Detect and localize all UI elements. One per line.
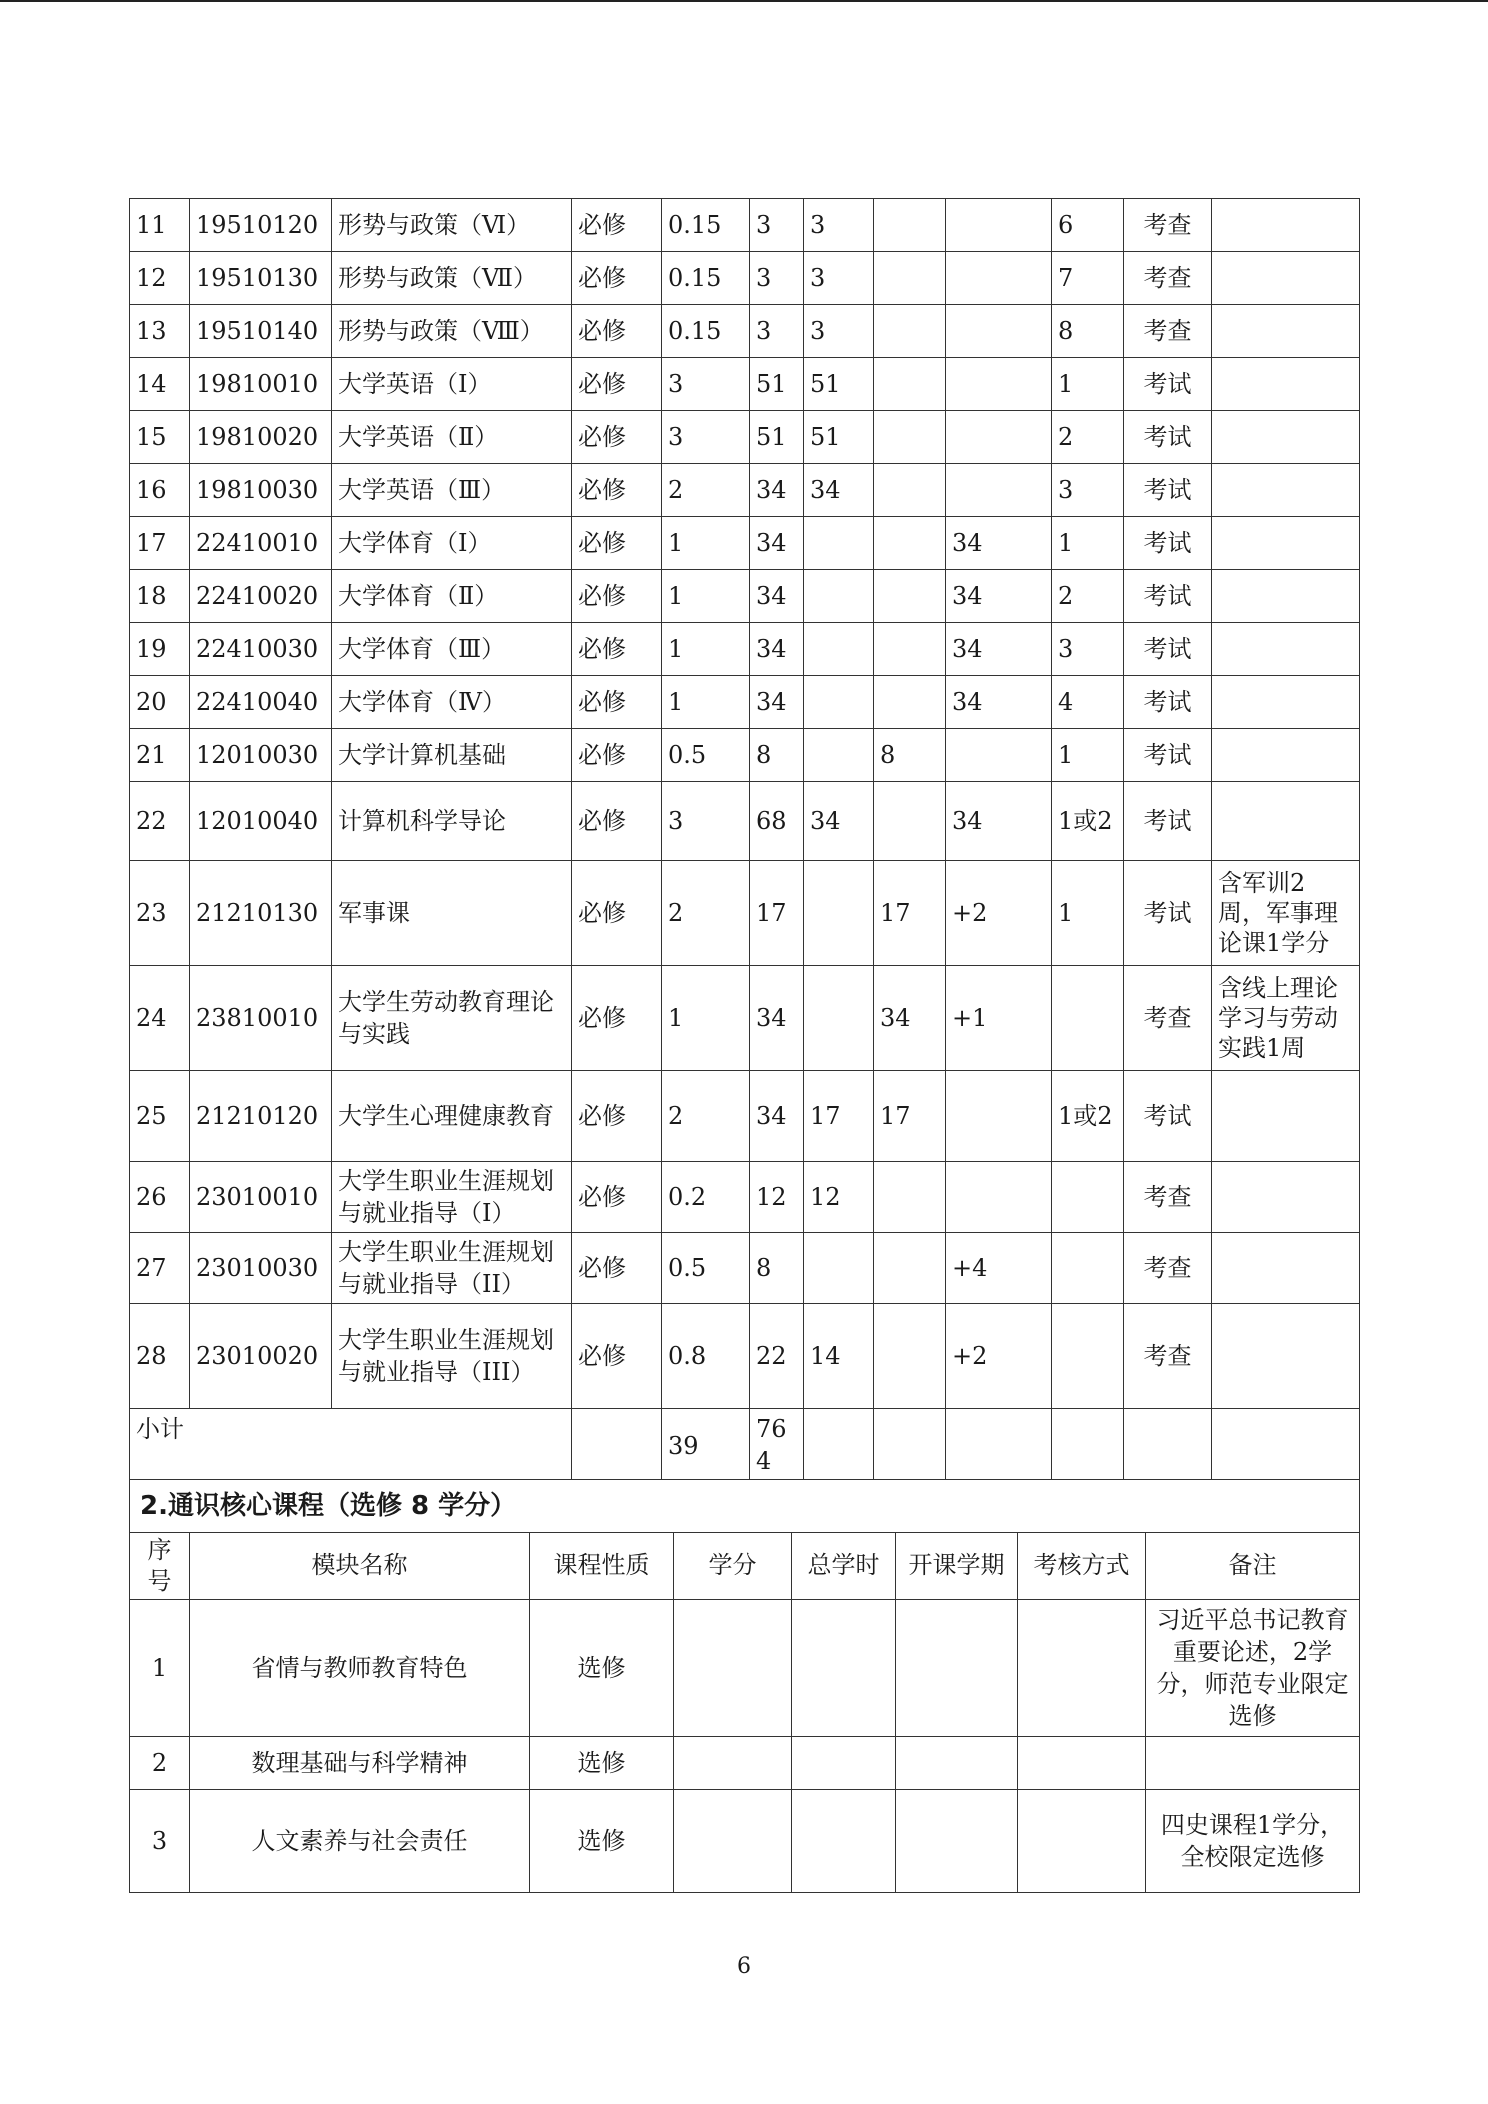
- cell-name: 大学生心理健康教育: [332, 1071, 572, 1162]
- cell-assess: 考试: [1124, 517, 1212, 570]
- cell-assess: 考查: [1124, 252, 1212, 305]
- module-row: [130, 1789, 1360, 1892]
- cell-lab: [874, 1233, 946, 1304]
- cell-practice: [946, 729, 1052, 782]
- cell-total: 34: [750, 517, 804, 570]
- cell-term: [1052, 1233, 1124, 1304]
- cell-total: [792, 1736, 896, 1789]
- cell-practice: [946, 199, 1052, 252]
- cell-lab: [874, 517, 946, 570]
- table-row: [130, 358, 1360, 411]
- cell-assess: [1018, 1789, 1146, 1892]
- module-row: [130, 1736, 1360, 1789]
- cell-assess: [1018, 1736, 1146, 1789]
- table-row: [130, 252, 1360, 305]
- cell-total: 3: [750, 305, 804, 358]
- cell-term: 1: [1052, 861, 1124, 966]
- table-row: [130, 570, 1360, 623]
- cell-name: 形势与政策（Ⅷ）: [332, 305, 572, 358]
- cell-no: 24: [130, 966, 190, 1071]
- cell-term: 1: [1052, 358, 1124, 411]
- cell-code: 19510130: [190, 252, 332, 305]
- cell-term: 3: [1052, 623, 1124, 676]
- header-note: 备注: [1146, 1532, 1360, 1599]
- top-border-line: [0, 0, 1488, 2]
- cell-note: 习近平总书记教育重要论述，2学分，师范专业限定选修: [1146, 1599, 1360, 1736]
- cell-total: 3: [750, 199, 804, 252]
- cell-lecture: [804, 623, 874, 676]
- cell-practice: 34: [946, 623, 1052, 676]
- cell-type: 选修: [530, 1736, 674, 1789]
- cell-assess: 考试: [1124, 1071, 1212, 1162]
- cell-type: 必修: [572, 358, 662, 411]
- cell-lab: 8: [874, 729, 946, 782]
- cell-lab: [874, 199, 946, 252]
- header-module: 模块名称: [190, 1532, 530, 1599]
- subtotal-credit: 39: [662, 1409, 750, 1480]
- cell-lecture: [804, 676, 874, 729]
- cell-name: 大学体育（Ⅲ）: [332, 623, 572, 676]
- cell-lecture: 12: [804, 1162, 874, 1233]
- cell-practice: [946, 411, 1052, 464]
- table-row: [130, 1071, 1360, 1162]
- cell-credit: 3: [662, 358, 750, 411]
- cell-no: 2: [130, 1736, 190, 1789]
- cell-no: 17: [130, 517, 190, 570]
- cell-code: 22410040: [190, 676, 332, 729]
- cell-type: 必修: [572, 464, 662, 517]
- cell-term: 1: [1052, 517, 1124, 570]
- cell-total: 34: [750, 676, 804, 729]
- table-row: [130, 623, 1360, 676]
- cell-term: [1052, 966, 1124, 1071]
- cell-credit: 0.15: [662, 199, 750, 252]
- table-row: [130, 1233, 1360, 1304]
- cell-total: 34: [750, 570, 804, 623]
- cell-lecture: 3: [804, 199, 874, 252]
- cell-type: 必修: [572, 623, 662, 676]
- cell-assess: 考查: [1124, 966, 1212, 1071]
- cell-lecture: 3: [804, 252, 874, 305]
- cell-code: 23810010: [190, 966, 332, 1071]
- cell-lab: [874, 570, 946, 623]
- cell-note: [1212, 1071, 1360, 1162]
- cell-no: 12: [130, 252, 190, 305]
- cell-term: [1052, 1304, 1124, 1409]
- cell-name: 大学英语（Ⅰ）: [332, 358, 572, 411]
- cell-credit: 0.15: [662, 252, 750, 305]
- cell-term: 1: [1052, 729, 1124, 782]
- cell-practice: 34: [946, 570, 1052, 623]
- cell-total: 22: [750, 1304, 804, 1409]
- table-row: [130, 1304, 1360, 1409]
- cell-no: 13: [130, 305, 190, 358]
- header-row: [130, 1532, 1360, 1599]
- subtotal-empty: [804, 1409, 874, 1480]
- table-row: [130, 199, 1360, 252]
- cell-lecture: [804, 861, 874, 966]
- curriculum-sheet: [129, 198, 1359, 1893]
- cell-type: 选修: [530, 1789, 674, 1892]
- cell-credit: [674, 1736, 792, 1789]
- cell-note: [1212, 1233, 1360, 1304]
- cell-code: 19810020: [190, 411, 332, 464]
- cell-no: 1: [130, 1599, 190, 1736]
- cell-note: [1212, 676, 1360, 729]
- cell-assess: 考试: [1124, 729, 1212, 782]
- cell-type: 必修: [572, 966, 662, 1071]
- cell-credit: 0.8: [662, 1304, 750, 1409]
- cell-code: 19510120: [190, 199, 332, 252]
- section-title: 2.通识核心课程（选修 8 学分）: [130, 1479, 1360, 1532]
- cell-name: 大学计算机基础: [332, 729, 572, 782]
- cell-name: 形势与政策（Ⅶ）: [332, 252, 572, 305]
- general-core-table: [129, 1479, 1360, 1893]
- cell-module: 省情与教师教育特色: [190, 1599, 530, 1736]
- cell-note: [1212, 1162, 1360, 1233]
- cell-name: 大学英语（Ⅲ）: [332, 464, 572, 517]
- cell-term: 8: [1052, 305, 1124, 358]
- cell-credit: 0.2: [662, 1162, 750, 1233]
- cell-code: 19810010: [190, 358, 332, 411]
- cell-lecture: 51: [804, 358, 874, 411]
- cell-module: 数理基础与科学精神: [190, 1736, 530, 1789]
- subtotal-empty: [946, 1409, 1052, 1480]
- cell-type: 必修: [572, 1233, 662, 1304]
- cell-no: 11: [130, 199, 190, 252]
- cell-name: 军事课: [332, 861, 572, 966]
- cell-name: 大学英语（Ⅱ）: [332, 411, 572, 464]
- subtotal-empty: [1124, 1409, 1212, 1480]
- cell-practice: +1: [946, 966, 1052, 1071]
- cell-code: 19810030: [190, 464, 332, 517]
- cell-type: 必修: [572, 570, 662, 623]
- course-rows: [130, 199, 1360, 1480]
- cell-lecture: 34: [804, 464, 874, 517]
- page-number: 6: [737, 1954, 751, 1979]
- cell-total: 34: [750, 623, 804, 676]
- cell-type: 选修: [530, 1599, 674, 1736]
- cell-code: 23010030: [190, 1233, 332, 1304]
- cell-lecture: 17: [804, 1071, 874, 1162]
- cell-name: 大学体育（Ⅳ）: [332, 676, 572, 729]
- cell-name: 大学生职业生涯规划与就业指导（III）: [332, 1304, 572, 1409]
- cell-lab: [874, 676, 946, 729]
- cell-no: 22: [130, 782, 190, 861]
- table-row: [130, 966, 1360, 1071]
- cell-lab: 34: [874, 966, 946, 1071]
- module-row: [130, 1599, 1360, 1736]
- cell-lab: [874, 782, 946, 861]
- cell-term: 2: [1052, 411, 1124, 464]
- cell-assess: 考试: [1124, 464, 1212, 517]
- cell-type: 必修: [572, 1162, 662, 1233]
- cell-credit: 0.15: [662, 305, 750, 358]
- cell-lab: [874, 464, 946, 517]
- header-credit: 学分: [674, 1532, 792, 1599]
- cell-term: [896, 1599, 1018, 1736]
- cell-credit: 0.5: [662, 1233, 750, 1304]
- cell-lab: [874, 411, 946, 464]
- cell-credit: 2: [662, 861, 750, 966]
- cell-lecture: 34: [804, 782, 874, 861]
- cell-lecture: [804, 729, 874, 782]
- cell-total: 51: [750, 411, 804, 464]
- cell-lab: [874, 623, 946, 676]
- cell-practice: [946, 252, 1052, 305]
- cell-lab: [874, 305, 946, 358]
- cell-credit: 1: [662, 676, 750, 729]
- cell-code: 22410020: [190, 570, 332, 623]
- cell-practice: +4: [946, 1233, 1052, 1304]
- cell-term: 6: [1052, 199, 1124, 252]
- cell-note: [1212, 411, 1360, 464]
- cell-lecture: [804, 1233, 874, 1304]
- cell-total: 12: [750, 1162, 804, 1233]
- cell-assess: 考试: [1124, 861, 1212, 966]
- cell-assess: 考试: [1124, 676, 1212, 729]
- cell-name: 计算机科学导论: [332, 782, 572, 861]
- subtotal-label: 小计: [130, 1409, 572, 1480]
- cell-code: 23010010: [190, 1162, 332, 1233]
- cell-note: 含军训2周，军事理论课1学分: [1212, 861, 1360, 966]
- cell-lab: [874, 358, 946, 411]
- header-no: 序号: [130, 1532, 190, 1599]
- cell-note: [1212, 1304, 1360, 1409]
- header-assess: 考核方式: [1018, 1532, 1146, 1599]
- cell-assess: 考查: [1124, 1304, 1212, 1409]
- cell-total: 8: [750, 1233, 804, 1304]
- course-table: [129, 198, 1360, 1480]
- cell-name: 形势与政策（Ⅵ）: [332, 199, 572, 252]
- cell-no: 27: [130, 1233, 190, 1304]
- cell-total: 34: [750, 1071, 804, 1162]
- cell-code: 21210130: [190, 861, 332, 966]
- cell-type: 必修: [572, 517, 662, 570]
- cell-total: 34: [750, 966, 804, 1071]
- cell-term: 2: [1052, 570, 1124, 623]
- cell-assess: 考查: [1124, 305, 1212, 358]
- cell-type: 必修: [572, 1304, 662, 1409]
- cell-no: 15: [130, 411, 190, 464]
- cell-lecture: 14: [804, 1304, 874, 1409]
- cell-note: 含线上理论学习与劳动实践1周: [1212, 966, 1360, 1071]
- cell-practice: [946, 358, 1052, 411]
- cell-no: 25: [130, 1071, 190, 1162]
- cell-assess: 考查: [1124, 1233, 1212, 1304]
- cell-term: 3: [1052, 464, 1124, 517]
- cell-code: 21210120: [190, 1071, 332, 1162]
- cell-assess: 考试: [1124, 570, 1212, 623]
- cell-lab: 17: [874, 861, 946, 966]
- cell-assess: 考试: [1124, 782, 1212, 861]
- cell-credit: 1: [662, 966, 750, 1071]
- table-row: [130, 464, 1360, 517]
- cell-type: 必修: [572, 676, 662, 729]
- cell-practice: 34: [946, 782, 1052, 861]
- cell-name: 大学生职业生涯规划与就业指导（II）: [332, 1233, 572, 1304]
- subtotal-empty: [874, 1409, 946, 1480]
- cell-total: [792, 1599, 896, 1736]
- cell-credit: 2: [662, 464, 750, 517]
- cell-no: 18: [130, 570, 190, 623]
- cell-no: 21: [130, 729, 190, 782]
- table-row: [130, 411, 1360, 464]
- cell-practice: +2: [946, 1304, 1052, 1409]
- cell-code: 12010030: [190, 729, 332, 782]
- cell-lecture: [804, 966, 874, 1071]
- cell-note: [1212, 358, 1360, 411]
- table-row: [130, 676, 1360, 729]
- cell-credit: 3: [662, 411, 750, 464]
- cell-credit: 1: [662, 623, 750, 676]
- cell-name: 大学体育（Ⅱ）: [332, 570, 572, 623]
- cell-no: 16: [130, 464, 190, 517]
- subtotal-empty: [1052, 1409, 1124, 1480]
- module-rows: [130, 1599, 1360, 1892]
- subtotal-total: 764: [750, 1409, 804, 1480]
- cell-credit: 0.5: [662, 729, 750, 782]
- cell-assess: 考试: [1124, 411, 1212, 464]
- cell-note: [1212, 570, 1360, 623]
- cell-assess: [1018, 1599, 1146, 1736]
- cell-practice: [946, 305, 1052, 358]
- cell-credit: [674, 1599, 792, 1736]
- cell-note: [1212, 305, 1360, 358]
- cell-note: [1212, 252, 1360, 305]
- table-row: [130, 729, 1360, 782]
- cell-type: 必修: [572, 252, 662, 305]
- cell-code: 22410030: [190, 623, 332, 676]
- cell-code: 19510140: [190, 305, 332, 358]
- cell-credit: 1: [662, 517, 750, 570]
- cell-lab: [874, 1162, 946, 1233]
- cell-note: [1212, 464, 1360, 517]
- cell-type: 必修: [572, 861, 662, 966]
- cell-code: 12010040: [190, 782, 332, 861]
- cell-no: 26: [130, 1162, 190, 1233]
- cell-practice: 34: [946, 676, 1052, 729]
- cell-total: 8: [750, 729, 804, 782]
- cell-total: 68: [750, 782, 804, 861]
- cell-note: [1212, 623, 1360, 676]
- cell-name: 大学生职业生涯规划与就业指导（I）: [332, 1162, 572, 1233]
- cell-term: 1或2: [1052, 1071, 1124, 1162]
- cell-note: [1146, 1736, 1360, 1789]
- cell-assess: 考查: [1124, 199, 1212, 252]
- cell-total: [792, 1789, 896, 1892]
- cell-no: 19: [130, 623, 190, 676]
- cell-assess: 考查: [1124, 1162, 1212, 1233]
- cell-term: [1052, 1162, 1124, 1233]
- cell-total: 17: [750, 861, 804, 966]
- cell-practice: [946, 1071, 1052, 1162]
- cell-name: 大学体育（Ⅰ）: [332, 517, 572, 570]
- header-term: 开课学期: [896, 1532, 1018, 1599]
- cell-practice: [946, 464, 1052, 517]
- cell-assess: 考试: [1124, 623, 1212, 676]
- cell-no: 14: [130, 358, 190, 411]
- cell-practice: [946, 1162, 1052, 1233]
- subtotal-row: [130, 1409, 1360, 1480]
- cell-no: 23: [130, 861, 190, 966]
- table-row: [130, 517, 1360, 570]
- cell-type: 必修: [572, 1071, 662, 1162]
- cell-lab: [874, 252, 946, 305]
- cell-no: 3: [130, 1789, 190, 1892]
- cell-type: 必修: [572, 411, 662, 464]
- cell-lecture: 51: [804, 411, 874, 464]
- cell-term: 7: [1052, 252, 1124, 305]
- cell-module: 人文素养与社会责任: [190, 1789, 530, 1892]
- table-row: [130, 1162, 1360, 1233]
- cell-term: 1或2: [1052, 782, 1124, 861]
- cell-code: 22410010: [190, 517, 332, 570]
- cell-total: 3: [750, 252, 804, 305]
- cell-note: [1212, 199, 1360, 252]
- cell-assess: 考试: [1124, 358, 1212, 411]
- cell-name: 大学生劳动教育理论与实践: [332, 966, 572, 1071]
- cell-term: [896, 1736, 1018, 1789]
- cell-no: 28: [130, 1304, 190, 1409]
- cell-note: [1212, 729, 1360, 782]
- cell-credit: 2: [662, 1071, 750, 1162]
- cell-practice: 34: [946, 517, 1052, 570]
- cell-note: [1212, 517, 1360, 570]
- cell-lecture: [804, 517, 874, 570]
- cell-lecture: [804, 570, 874, 623]
- cell-code: 23010020: [190, 1304, 332, 1409]
- cell-note: [1212, 782, 1360, 861]
- table-row: [130, 305, 1360, 358]
- header-total: 总学时: [792, 1532, 896, 1599]
- cell-credit: 3: [662, 782, 750, 861]
- cell-type: 必修: [572, 782, 662, 861]
- cell-lab: 17: [874, 1071, 946, 1162]
- table-row: [130, 861, 1360, 966]
- cell-type: 必修: [572, 199, 662, 252]
- subtotal-empty: [1212, 1409, 1360, 1480]
- cell-lecture: 3: [804, 305, 874, 358]
- cell-type: 必修: [572, 729, 662, 782]
- cell-credit: [674, 1789, 792, 1892]
- cell-term: [896, 1789, 1018, 1892]
- cell-no: 20: [130, 676, 190, 729]
- cell-total: 51: [750, 358, 804, 411]
- cell-term: 4: [1052, 676, 1124, 729]
- cell-note: 四史课程1学分，全校限定选修: [1146, 1789, 1360, 1892]
- cell-total: 34: [750, 464, 804, 517]
- subtotal-empty: [572, 1409, 662, 1480]
- cell-credit: 1: [662, 570, 750, 623]
- cell-practice: +2: [946, 861, 1052, 966]
- cell-type: 必修: [572, 305, 662, 358]
- table-row: [130, 782, 1360, 861]
- header-type: 课程性质: [530, 1532, 674, 1599]
- cell-lab: [874, 1304, 946, 1409]
